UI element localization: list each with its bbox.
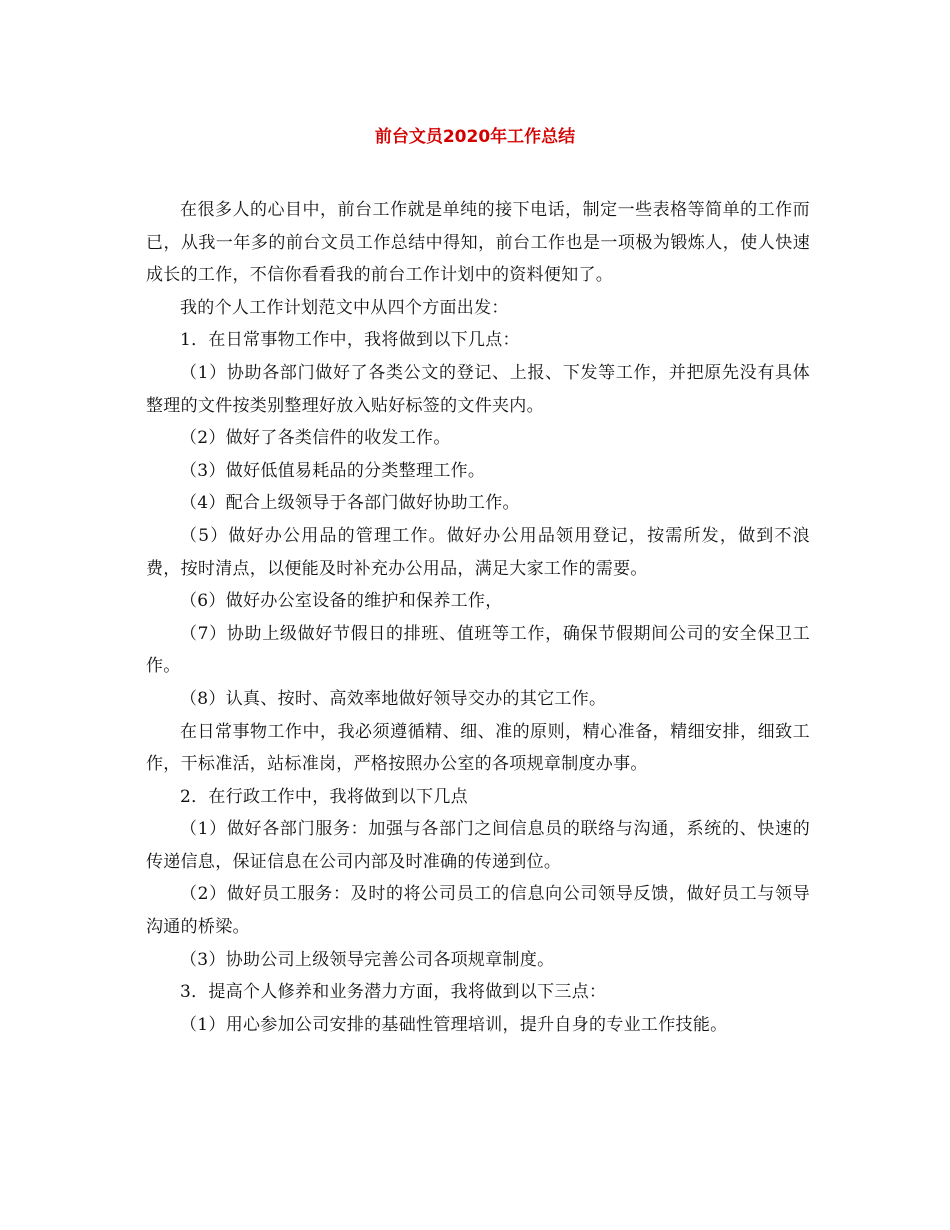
section-heading-3: 3．提高个人修养和业务潜力方面，我将做到以下三点： [180, 982, 607, 1003]
paragraph-intro: 在很多人的心目中，前台工作就是单纯的接下电话，制定一些表格等简单的工作而已，从我一年多的前台文员工作总结中得知，前台工作也是一项极为锻炼人，使人快速成长的工作，不信你看看我的前台工作计划中的资料便知了。 [146, 200, 810, 286]
list-item: （3）协助公司上级领导完善公司各项规章制度。 [180, 949, 555, 970]
list-item: （2）做好了各类信件的收发工作。 [180, 428, 451, 449]
section-heading-1: 1．在日常事物工作中，我将做到以下几点： [180, 330, 520, 351]
list-item: （2）做好员工服务：及时的将公司员工的信息向公司领导反馈，做好员工与领导沟通的桥梁。 [146, 884, 810, 938]
list-item: （7）协助上级做好节假日的排班、值班等工作，确保节假期间公司的安全保卫工作。 [146, 623, 810, 677]
list-item: （3）做好低值易耗品的分类整理工作。 [180, 460, 486, 481]
list-item: （4）配合上级领导于各部门做好协助工作。 [180, 493, 520, 514]
list-item: （8）认真、按时、高效率地做好领导交办的其它工作。 [180, 688, 607, 709]
list-item: （1）协助各部门做好了各类公文的登记、上报、下发等工作，并把原先没有具体整理的文件按类别整理好放入贴好标签的文件夹内。 [146, 362, 810, 416]
list-item: （1）用心参加公司安排的基础性管理培训，提升自身的专业工作技能。 [180, 1014, 728, 1035]
list-item: （1）做好各部门服务：加强与各部门之间信息员的联络与沟通，系统的、快速的传递信息，保证信息在公司内部及时准确的传递到位。 [146, 819, 810, 872]
paragraph-overview: 我的个人工作计划范文中从四个方面出发： [180, 297, 509, 318]
section-heading-2: 2．在行政工作中，我将做到以下几点 [180, 786, 468, 807]
document-body [146, 194, 810, 1041]
document-title: 前台文员2020年工作总结 [374, 127, 576, 147]
list-item: （5）做好办公用品的管理工作。做好办公用品领用登记，按需所发，做到不浪费，按时清点，以便能及时补充办公用品，满足大家工作的需要。 [146, 525, 810, 579]
paragraph-principle: 在日常事物工作中，我必须遵循精、细、准的原则，精心准备，精细安排，细致工作，干标准活，站标准岗，严格按照办公室的各项规章制度办事。 [146, 721, 810, 775]
list-item: （6）做好办公室设备的维护和保养工作， [180, 591, 503, 612]
